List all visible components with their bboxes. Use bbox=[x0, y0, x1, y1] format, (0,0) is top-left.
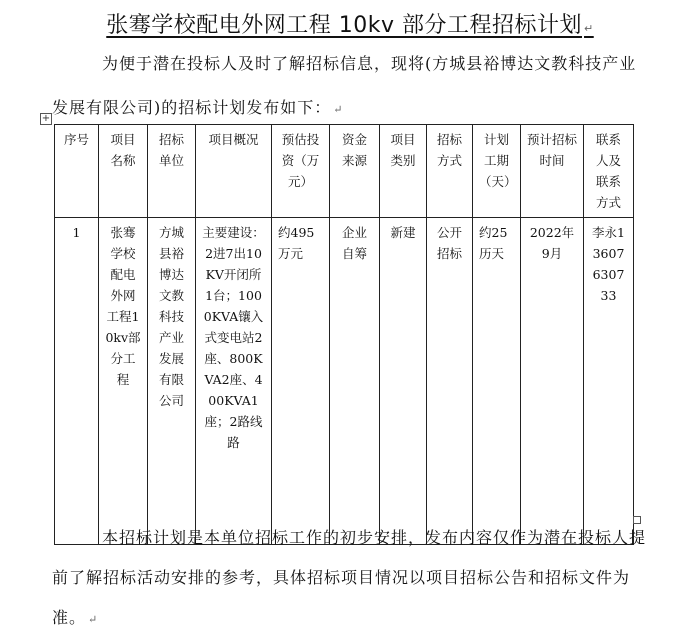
cell-funding: 企业自筹 bbox=[330, 218, 380, 545]
header-contact: 联系人及联系方式 bbox=[584, 125, 634, 218]
table-move-handle-icon[interactable]: + bbox=[41, 113, 51, 124]
cell-time: 2022年9月 bbox=[521, 218, 584, 545]
paragraph-mark: ↵ bbox=[584, 22, 594, 35]
header-funding: 资金来源 bbox=[330, 125, 380, 218]
header-time: 预计招标时间 bbox=[521, 125, 584, 218]
paragraph-mark: ↵ bbox=[88, 613, 99, 626]
cell-category: 新建 bbox=[380, 218, 427, 545]
intro-paragraph: 为便于潜在投标人及时了解招标信息，现将(方城县裕博达文教科技产业发展有限公司)的招标计划发布如下： ↵ bbox=[52, 54, 637, 117]
document-title: 张骞学校配电外网工程 10kv 部分工程招标计划 ↵ bbox=[106, 13, 594, 38]
header-investment: 预估投资（万元） bbox=[272, 125, 330, 218]
table-row bbox=[55, 218, 634, 545]
cell-investment: 约495万元 bbox=[272, 218, 330, 545]
header-project-name: 项目名称 bbox=[99, 125, 148, 218]
cell-bidding-unit: 方城县裕博达文教科技产业发展有限公司 bbox=[148, 218, 196, 545]
cell-method: 公开招标 bbox=[427, 218, 473, 545]
header-category: 项目类别 bbox=[380, 125, 427, 218]
cell-overview: 主要建设：2进7出10KV开闭所1台；1000KVA镶入式变电站2座、800KVA2座、400KVA1座；2路线路 bbox=[196, 218, 272, 545]
table-header-row bbox=[55, 125, 634, 218]
header-method: 招标方式 bbox=[427, 125, 473, 218]
header-no: 序号 bbox=[55, 125, 99, 218]
cell-contact: 李永13607630733 bbox=[584, 218, 634, 545]
paragraph-mark: ↵ bbox=[333, 103, 344, 116]
cell-no: 1 bbox=[55, 218, 99, 545]
header-bidding-unit: 招标单位 bbox=[148, 125, 196, 218]
bidding-plan-table bbox=[54, 124, 634, 545]
closing-paragraph: 本招标计划是本单位招标工作的初步安排，发布内容仅作为潜在投标人提前了解招标活动安排的参考，具体招标项目情况以项目招标公告和招标文件为准。 ↵ bbox=[52, 528, 647, 627]
cell-duration: 约25历天 bbox=[473, 218, 521, 545]
header-duration: 计划工期（天） bbox=[473, 125, 521, 218]
cell-project-name: 张骞学校配电外网工程10kv部分工程 bbox=[99, 218, 148, 545]
header-overview: 项目概况 bbox=[196, 125, 272, 218]
